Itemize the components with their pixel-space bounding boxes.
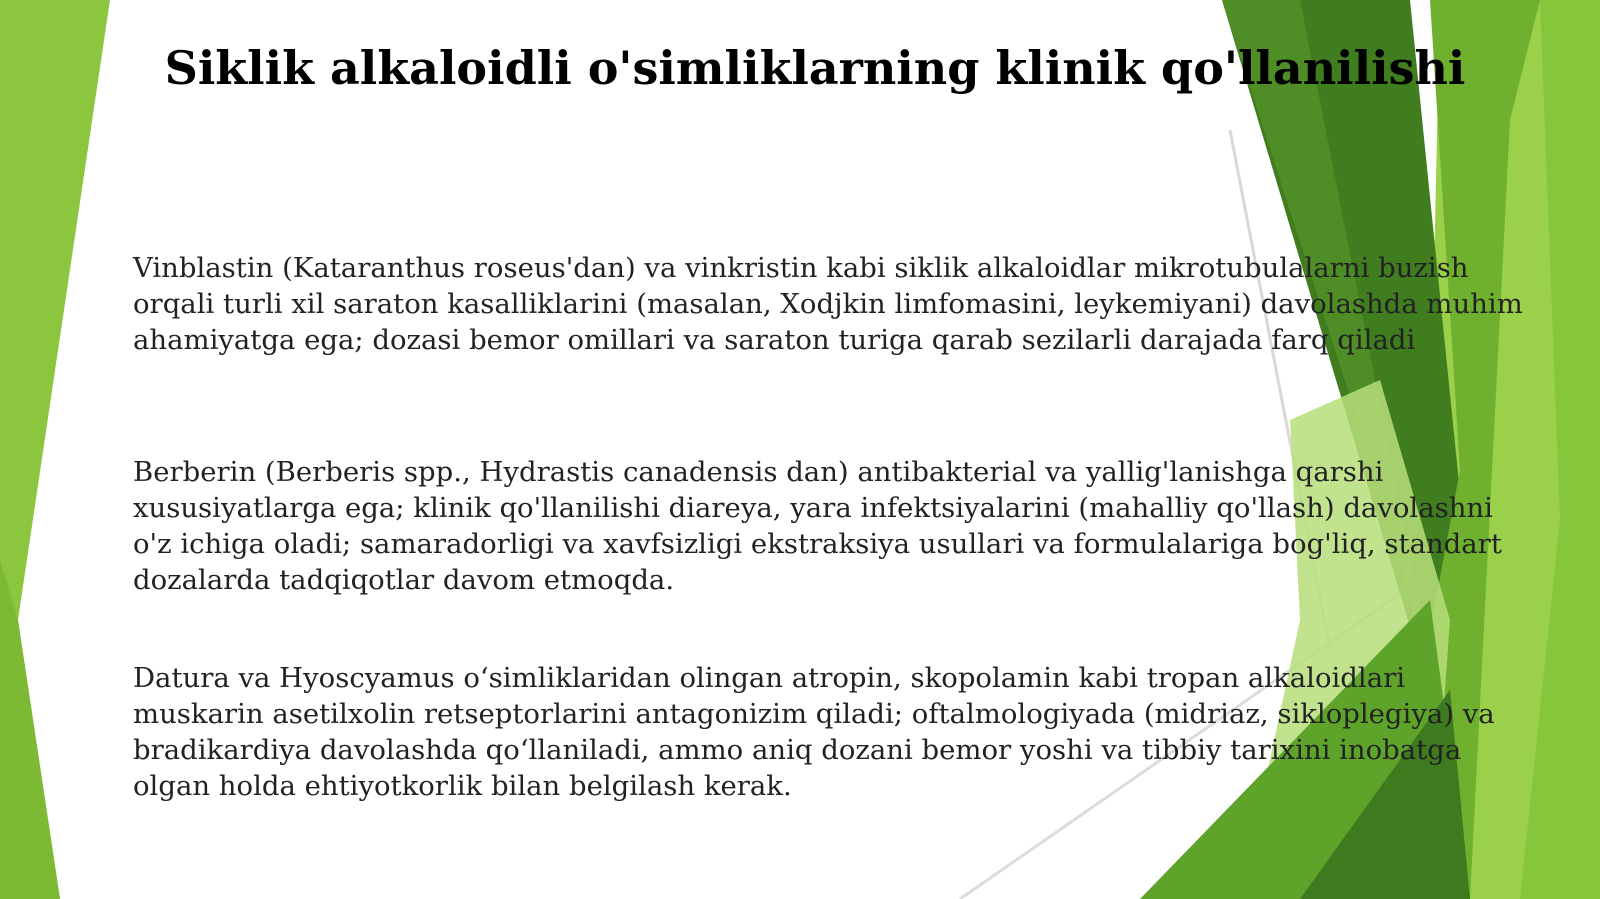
paragraph-berberin: Berberin (Berberis spp., Hydrastis canadensis dan) antibakterial va yallig'lanishga qarshi xususiyatlarga ega; klinik qo'llanilishi diareya, yara infektsiyalarini (mahalliy qo'llash) davolashni o'z ichiga oladi; samaradorligi va xavfsizligi ekstraksiya usullari va formulalariga bog'liq, standart dozalarda tadqiqotlar davom etmoqda. bbox=[133, 456, 1502, 596]
paragraph-tropan-alkaloids: Datura va Hyoscyamus o‘simliklaridan olingan atropin, skopolamin kabi tropan alkaloidlari muskarin asetilxolin retseptorlarini antagonizim qiladi; oftalmologiyada (midriaz, sikloplegiya) va bradikardiya davolashda qo‘llaniladi, ammo aniq dozani bemor yoshi va tibbiy tarixini inobatga olgan holda ehtiyotkorlik bilan belgilash kerak. bbox=[133, 662, 1495, 802]
paragraph-vinblastin: Vinblastin (Kataranthus roseus'dan) va vinkristin kabi siklik alkaloidlar mikrotubulalarni buzish orqali turli xil saraton kasalliklarini (masalan, Xodjkin limfomasini, leykemiyani) davolashda muhim ahamiyatga ega; dozasi bemor omillari va saraton turiga qarab sezilarli darajada farq qiladi bbox=[133, 252, 1523, 356]
slide-title: Siklik alkaloidli o'simliklarning klinik qo'llanilishi bbox=[164, 41, 1466, 95]
left-green-band-shade bbox=[0, 560, 60, 899]
